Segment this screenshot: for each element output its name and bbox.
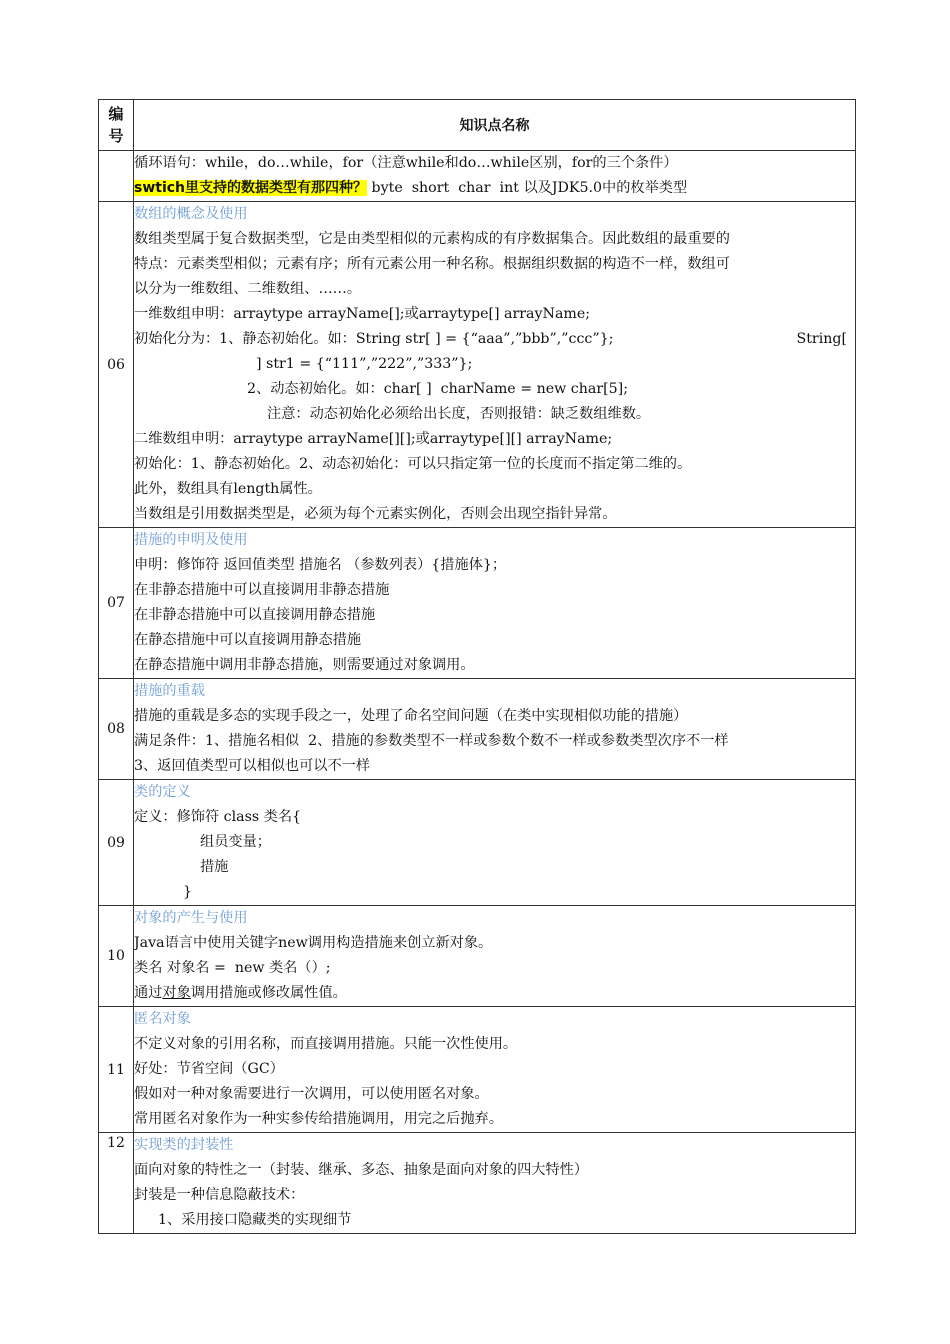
header-number-label: 编号 <box>108 105 124 145</box>
table-row <box>99 528 856 679</box>
row-heading: 措施的重载 <box>134 683 205 699</box>
row-content <box>134 780 856 906</box>
content-line: 数组类型属于复合数据类型，它是由类型相似的元素构成的有序数据集合。因此数组的最重要的 <box>134 231 730 247</box>
row-content <box>134 1133 856 1234</box>
content-line: 以分为一维数组、二维数组、……。 <box>134 281 362 297</box>
class-member-method: 措施 <box>200 859 229 875</box>
row-heading: 措施的申明及使用 <box>134 532 248 548</box>
switch-line <box>134 176 855 201</box>
row-content <box>134 202 856 528</box>
init-line <box>134 327 855 352</box>
row-number: 09 <box>99 780 134 906</box>
row-heading: 数组的概念及使用 <box>134 206 248 222</box>
row-content <box>134 1007 856 1133</box>
row-number: 07 <box>99 528 134 679</box>
content-line: 在非静态措施中可以直接调用静态措施 <box>134 607 376 623</box>
static-init-wrap: String[ <box>796 331 847 347</box>
content-line: 在非静态措施中可以直接调用非静态措施 <box>134 582 390 598</box>
class-definition-line: 定义：修饰符 class 类名{ <box>134 809 302 825</box>
table-row <box>99 906 856 1007</box>
class-closing-brace: } <box>183 884 193 900</box>
table-row <box>99 202 856 528</box>
content-line: 1、采用接口隐藏类的实现细节 <box>158 1212 352 1228</box>
row-number: 11 <box>99 1007 134 1133</box>
content-line: 好处：节省空间（GC） <box>134 1061 284 1077</box>
content-line: 措施的重载是多态的实现手段之一，处理了命名空间问题（在类中实现相似功能的措施） <box>134 708 688 724</box>
underlined-term: 对象 <box>162 985 191 1001</box>
content-line: 一维数组申明：arraytype arrayName[];或arraytype[] arrayName; <box>134 306 591 322</box>
content-line: 3、返回值类型可以相似也可以不一样 <box>134 758 371 774</box>
content-line: Java语言中使用关键字new调用构造措施来创立新对象。 <box>134 935 493 951</box>
content-line: 在静态措施中可以直接调用静态措施 <box>134 632 362 648</box>
content-line: 初始化：1、静态初始化。2、动态初始化：可以只指定第一位的长度而不指定第二维的。 <box>134 456 692 472</box>
static-init-continued: ] str1 = {“111”,”222”,”333”}; <box>256 356 473 372</box>
table-row <box>99 780 856 906</box>
row-content <box>134 151 856 202</box>
table-header-row <box>99 100 856 151</box>
loop-line: 循环语句：while，do…while，for（注意while和do…while区别，for的三个条件） <box>134 155 678 171</box>
row-number: 08 <box>99 679 134 780</box>
row-heading: 实现类的封装性 <box>134 1137 234 1153</box>
row-number: 06 <box>99 202 134 528</box>
row-heading: 类的定义 <box>134 784 191 800</box>
table-row <box>99 1133 856 1234</box>
content-line: 在静态措施中调用非静态措施，则需要通过对象调用。 <box>134 657 475 673</box>
content-line: 当数组是引用数据类型是，必须为每个元素实例化，否则会出现空指针异常。 <box>134 506 617 522</box>
static-init-text: 初始化分为：1、静态初始化。如：String str[ ] = {“aaa”,”bbb”,”ccc”}; <box>134 331 614 347</box>
header-number <box>99 100 134 151</box>
row-content <box>134 906 856 1007</box>
content-line: 面向对象的特性之一（封装、继承、多态、抽象是面向对象的四大特性） <box>134 1162 589 1178</box>
content-line: 此外，数组具有length属性。 <box>134 481 322 497</box>
content-line: 常用匿名对象作为一种实参传给措施调用，用完之后抛弃。 <box>134 1111 503 1127</box>
knowledge-table <box>98 99 856 1234</box>
row-heading: 对象的产生与使用 <box>134 910 248 926</box>
switch-answer: byte short char int 以及JDK5.0中的枚举类型 <box>367 180 688 196</box>
row-content <box>134 528 856 679</box>
table-row <box>99 151 856 202</box>
switch-question-highlight: swtich里支持的数据类型有那四种？ <box>134 180 368 196</box>
content-line: 假如对一种对象需要进行一次调用，可以使用匿名对象。 <box>134 1086 489 1102</box>
content-line: 申明：修饰符 返回值类型 措施名 （参数列表）{措施体}； <box>134 557 507 573</box>
content-line <box>134 981 855 1006</box>
content-line: 不定义对象的引用名称，而直接调用措施。只能一次性使用。 <box>134 1036 518 1052</box>
content-line: 类名 对象名 = new 类名（）; <box>134 960 331 976</box>
row-number: 10 <box>99 906 134 1007</box>
row-content <box>134 679 856 780</box>
content-line: 特点：元素类型相似；元素有序；所有元素公用一种名称。根据组织数据的构造不一样，数组可 <box>134 256 730 272</box>
text-segment: 通过 <box>134 985 163 1001</box>
table-row <box>99 679 856 780</box>
content-line: 满足条件：1、措施名相似 2、措施的参数类型不一样或参数个数不一样或参数类型次序不一样 <box>134 733 729 749</box>
text-segment: 调用措施或修改属性值。 <box>190 985 347 1001</box>
content-line: 二维数组申明：arraytype arrayName[][];或arraytype[][] arrayName; <box>134 431 613 447</box>
header-title: 知识点名称 <box>134 100 856 151</box>
class-member-variable: 组员变量； <box>200 834 271 850</box>
row-heading: 匿名对象 <box>134 1011 191 1027</box>
dynamic-init-note: 注意：动态初始化必须给出长度，否则报错：缺乏数组维数。 <box>267 406 651 422</box>
row-number: 12 <box>99 1133 134 1234</box>
table-row <box>99 1007 856 1133</box>
dynamic-init-line: 2、动态初始化。如：char[ ] charName = new char[5]; <box>247 381 628 397</box>
content-line: 封装是一种信息隐蔽技术： <box>134 1187 305 1203</box>
row-number <box>99 151 134 202</box>
